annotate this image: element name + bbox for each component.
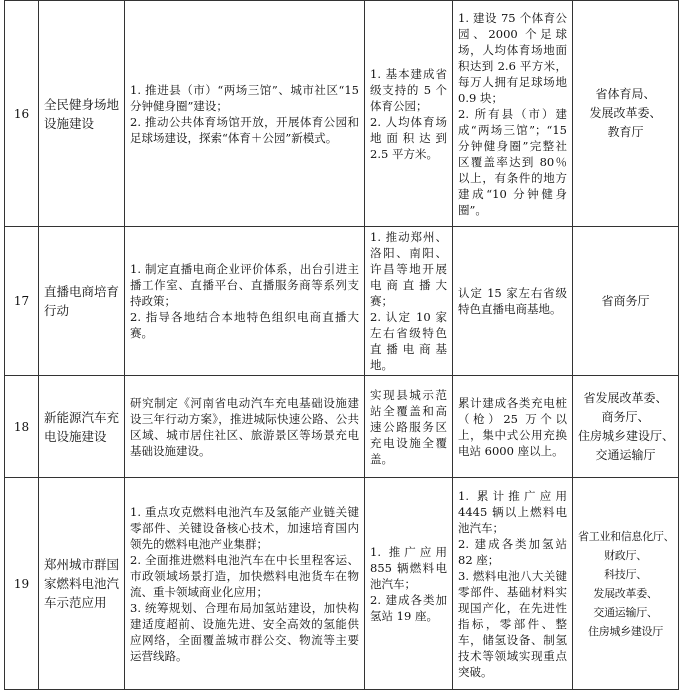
table-row (5, 376, 679, 478)
table-row (5, 1, 679, 227)
target-2022-cell (365, 376, 453, 478)
dept-cell (573, 227, 679, 376)
row-number: 19 (5, 478, 39, 690)
dept-item: 商务厅、 (601, 409, 650, 424)
target-item: 2. 所有县（市）建成“两场三馆”；“15 分钟健身圈”完整社区覆盖率达到 80％以上，有条件的地方建成“10 分钟健身圈”。 (458, 106, 567, 217)
target-2025-cell (453, 227, 573, 376)
target-item: 2. 认定 10 家左右省级特色直播电商基地。 (370, 310, 447, 372)
target-2022-cell (365, 478, 453, 690)
table-row (5, 227, 679, 376)
dept-item: 财政厅、 (604, 548, 647, 562)
measure-item: 3. 统筹规划、合理布局加氢站建设，加快构建适度超前、设施先进、安全高效的氢能供应网络，全面覆盖城市群公交、物流等主要运营线路。 (130, 600, 359, 663)
target-item: 1. 基本建成省级支持的 5 个体育公园； (370, 66, 447, 113)
row-number: 16 (5, 1, 39, 227)
measures-cell (125, 227, 365, 376)
dept-item: 发展改革委、 (589, 106, 662, 120)
target-item: 1. 建设 75 个体育公园、2000 个足球场，人均体育场地面积达到 2.6 平方米，每万人拥有足球场地 0.9 块； (458, 10, 567, 105)
row-number: 17 (5, 227, 39, 376)
dept-item: 科技厅、 (604, 567, 647, 581)
project-name: 直播电商培育行动 (39, 227, 125, 376)
measure-item: 2. 推动公共体育场馆开放，开展体育公园和足球场建设，探索“体育＋公园”新模式。 (130, 114, 359, 145)
target-item: 1. 推动郑州、洛阳、南阳、许昌等地开展电商直播大赛； (370, 230, 447, 308)
target-2025-cell (453, 1, 573, 227)
project-name: 全民健身场地设施建设 (39, 1, 125, 227)
table-row (5, 478, 679, 690)
target-2025-cell (453, 478, 573, 690)
dept-item: 发展改革委、 (593, 586, 658, 600)
dept-item: 省发展改革委、 (583, 390, 668, 405)
target-item: 2. 建成各类加氢站 82 座； (458, 536, 567, 567)
dept-item: 交通运输厅、 (593, 605, 658, 619)
target-2025-cell (453, 376, 573, 478)
target-item: 1. 推广应用 855 辆燃料电池汽车； (370, 544, 447, 591)
measure-item: 2. 全面推进燃料电池汽车在中长里程客运、市政领域场景打造，加快燃料电池货车在物流、重卡领域商业化应用； (130, 552, 359, 599)
dept-item: 省商务厅 (601, 293, 650, 308)
measure-item: 研究制定《河南省电动汽车充电基础设施建设三年行动方案》，推进城际快速公路、公共区域、城市居住社区、旅游景区等场景充电基础设施建设。 (130, 395, 359, 458)
target-item: 2. 建成各类加氢站 19 座。 (370, 592, 447, 623)
target-2022-cell (365, 1, 453, 227)
measures-cell (125, 478, 365, 690)
measures-cell (125, 1, 365, 227)
target-item: 实现县城示范站全覆盖和高速公路服务区充电设施全覆盖。 (370, 387, 447, 466)
dept-item: 住房城乡建设厅 (588, 624, 663, 638)
dept-cell (573, 1, 679, 227)
dept-item: 省体育局、 (595, 87, 656, 101)
project-name: 新能源汽车充电设施建设 (39, 376, 125, 478)
target-item: 1. 累计推广应用 4445 辆以上燃料电池汽车； (458, 488, 567, 535)
dept-item: 教育厅 (607, 125, 644, 139)
measures-cell (125, 376, 365, 478)
target-item: 累计建成各类充电桩（枪）25 万个以上，集中式公用充换电站 6000 座以上。 (458, 395, 567, 458)
project-name: 郑州城市群国家燃料电池汽车示范应用 (39, 478, 125, 690)
measure-item: 2. 指导各地结合本地特色组织电商直播大赛。 (130, 310, 359, 340)
measure-item: 1. 推进县（市）“两场三馆”、城市社区“15 分钟健身圈”建设； (130, 82, 359, 113)
dept-item: 省工业和信息化厅、 (578, 529, 675, 543)
dept-cell (573, 376, 679, 478)
target-item: 2. 人均体育场地面积达到 2.5 平方米。 (370, 114, 447, 161)
target-item: 3. 燃料电池八大关键零部件、基础材料实现国产化，在先进性指标，零部件、整车，储氢设备、制氢技术等领域实现重点突破。 (458, 568, 567, 679)
row-number: 18 (5, 376, 39, 478)
dept-item: 交通运输厅 (595, 447, 656, 462)
dept-cell (573, 478, 679, 690)
project-table (4, 0, 679, 690)
measure-item: 1. 重点攻克燃料电池汽车及氢能产业链关键零部件、关键设备核心技术，加速培育国内领先的燃料电池产业集群； (130, 504, 359, 551)
target-item: 认定 15 家左右省级特色直播电商基地。 (458, 286, 567, 316)
target-2022-cell (365, 227, 453, 376)
dept-item: 住房城乡建设厅、 (578, 428, 675, 443)
measure-item: 1. 制定直播电商企业评价体系，出台引进主播工作室、直播平台、直播服务商等系列支持政策； (130, 262, 359, 308)
